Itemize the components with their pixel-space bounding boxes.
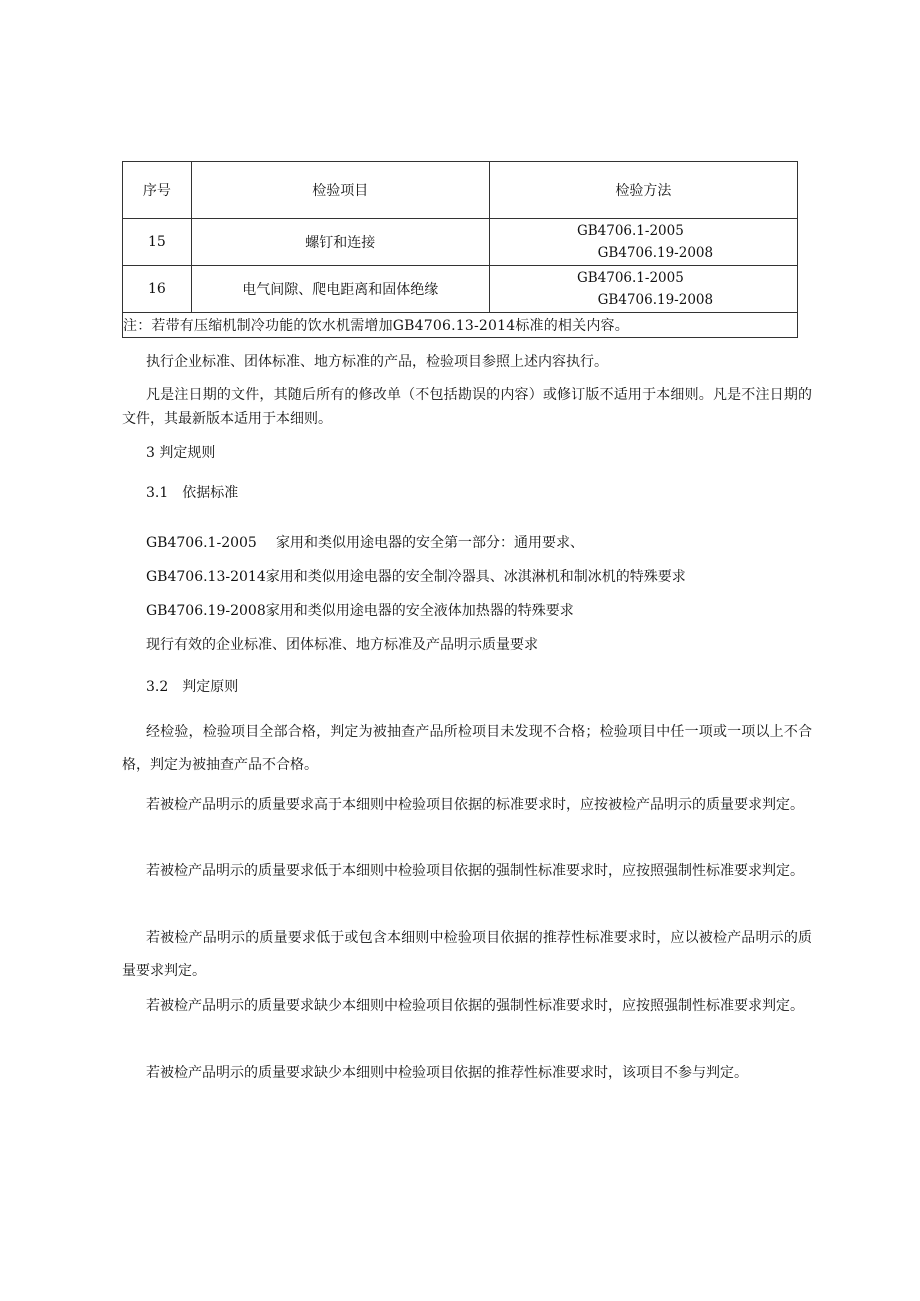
principle-paragraph: 若被检产品明示的质量要求低于本细则中检验项目依据的强制性标准要求时，应按照强制性标准要求判定。 (146, 863, 804, 879)
method-line: GB4706.1-2005 (576, 223, 684, 239)
header-item: 检验项目 (191, 162, 489, 219)
table-note-row (123, 313, 798, 338)
inspection-table (122, 161, 798, 338)
standard-item (146, 565, 686, 589)
method-line: GB4706.19-2008 (597, 245, 714, 261)
dated-files-paragraph: 凡是注日期的文件，其随后所有的修改单（不包括勘误的内容）或修订版不适用于本细则。凡是不注日期的文件，其最新版本适用于本细则。 (122, 387, 812, 427)
standard-code: GB4706.19-2008 (146, 603, 266, 619)
row-no: 15 (123, 219, 192, 266)
principle-paragraph: 若被检产品明示的质量要求高于本细则中检验项目依据的标准要求时，应按被检产品明示的质量要求判定。 (146, 797, 804, 813)
section-3-2-heading: 3.2 判定原则 (146, 679, 239, 695)
row-method (489, 266, 797, 313)
standard-title: 家用和类似用途电器的安全制冷器具、冰淇淋机和制冰机的特殊要求 (265, 569, 686, 585)
principle-paragraph: 经检验，检验项目全部合格，判定为被抽查产品所检项目未发现不合格；检验项目中任一项或一项以上不合格，判定为被抽查产品不合格。 (122, 724, 812, 773)
table-row (123, 266, 798, 313)
standards-extra: 现行有效的企业标准、团体标准、地方标准及产品明示质量要求 (146, 637, 538, 653)
standard-item (146, 531, 584, 555)
principle-paragraph: 若被检产品明示的质量要求低于或包含本细则中检验项目依据的推荐性标准要求时，应以被检产品明示的质量要求判定。 (122, 930, 812, 979)
standard-item (146, 599, 574, 623)
method-line: GB4706.1-2005 (576, 270, 684, 286)
section-3-1-heading: 3.1 依据标准 (146, 485, 239, 501)
row-item: 电气间隙、爬电距离和固体绝缘 (191, 266, 489, 313)
principle-paragraph: 若被检产品明示的质量要求缺少本细则中检验项目依据的推荐性标准要求时，该项目不参与判定。 (146, 1065, 748, 1081)
header-method: 检验方法 (489, 162, 797, 219)
section-3-heading: 3 判定规则 (146, 445, 216, 461)
table-header-row (123, 162, 798, 219)
standard-code: GB4706.1-2005 (146, 535, 257, 551)
standard-code: GB4706.13-2014 (146, 569, 266, 585)
row-method (489, 219, 797, 266)
exec-paragraph: 执行企业标准、团体标准、地方标准的产品，检验项目参照上述内容执行。 (146, 354, 608, 370)
principle-paragraph: 若被检产品明示的质量要求缺少本细则中检验项目依据的强制性标准要求时，应按照强制性标准要求判定。 (146, 998, 804, 1014)
standard-title: 家用和类似用途电器的安全液体加热器的特殊要求 (265, 603, 574, 619)
row-item: 螺钉和连接 (191, 219, 489, 266)
method-line: GB4706.19-2008 (597, 292, 714, 308)
row-no: 16 (123, 266, 192, 313)
header-no: 序号 (123, 162, 192, 219)
table-note: 注：若带有压缩机制冷功能的饮水机需增加GB4706.13-2014标准的相关内容。 (123, 313, 798, 338)
standard-title: 家用和类似用途电器的安全第一部分：通用要求、 (276, 535, 584, 551)
table-row (123, 219, 798, 266)
